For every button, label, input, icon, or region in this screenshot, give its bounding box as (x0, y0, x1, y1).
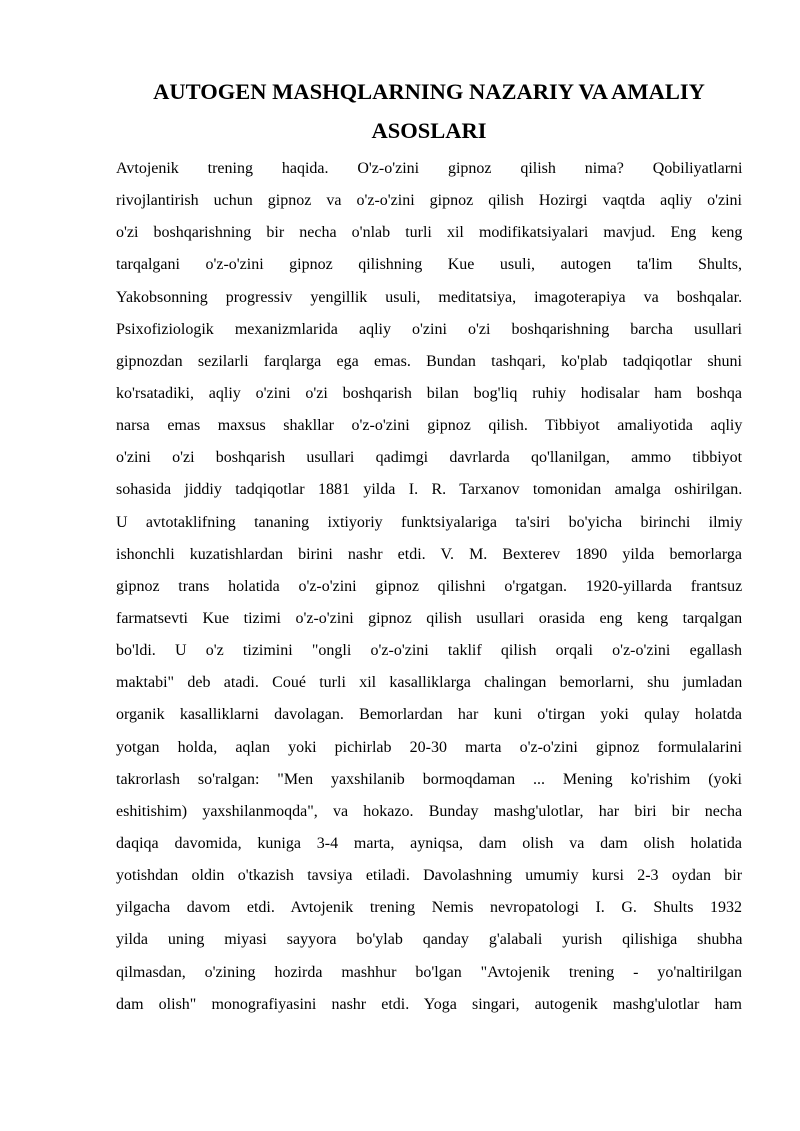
text-line: dam olish" monografiyasini nashr etdi. Yoga singari, autogenik mashg'ulotlar ham (116, 995, 742, 1013)
text-line: ishonchli kuzatishlardan birini nashr etdi. V. M. Bexterev 1890 yilda bemorlarga (116, 545, 743, 563)
text-line: organik kasalliklarni davolagan. Bemorlardan har kuni o'tirgan yoki qulay holatda (116, 706, 742, 724)
text-line: qilmasdan, o'zining hozirda mashhur bo'lgan "Avtojenik trening - yo'naltirilgan (116, 963, 742, 981)
document-title (116, 72, 742, 150)
text-line: gipnoz trans holatida o'z-o'zini gipnoz qilishni o'rgatgan. 1920-yillarda frantsuz (116, 577, 743, 595)
text-line: U avtotaklifning tananing ixtiyoriy funktsiyalariga ta'siri bo'yicha birinchi ilmiy (116, 513, 743, 531)
text-line: daqiqa davomida, kuniga 3-4 marta, ayniqsa, dam olish va dam olish holatida (116, 834, 742, 852)
text-line: takrorlash so'ralgan: "Men yaxshilanib bormoqdaman ... Mening ko'rishim (yoki (116, 770, 742, 788)
text-line: rivojlantirish uchun gipnoz va o'z-o'zini gipnoz qilish Hozirgi vaqtda aqliy o'zini (116, 192, 742, 210)
text-line: yilgacha davom etdi. Avtojenik trening Nemis nevropatologi I. G. Shults 1932 (116, 899, 742, 917)
text-line: narsa emas maxsus shakllar o'z-o'zini gipnoz qilish. Tibbiyot amaliyotida aqliy (116, 417, 743, 435)
text-line: maktabi" deb atadi. Coué turli xil kasalliklarga chalingan bemorlarni, shu jumladan (116, 674, 743, 692)
text-line: yilda uning miyasi sayyora bo'ylab qanday g'alabali yurish qilishiga shubha (116, 931, 743, 949)
text-line: farmatsevti Kue tizimi o'z-o'zini gipnoz qilish usullari orasida eng keng tarqalgan (116, 609, 743, 627)
text-line: tarqalgani o'z-o'zini gipnoz qilishning Kue usuli, autogen ta'lim Shults, (116, 256, 742, 274)
title-line-2: ASOSLARI (371, 118, 487, 143)
body-paragraph (116, 153, 742, 1021)
text-line: Psixofiziologik mexanizmlarida aqliy o'zini o'zi boshqarishning barcha usullari (116, 320, 742, 338)
text-line: sohasida jiddiy tadqiqotlar 1881 yilda I. R. Tarxanov tomonidan amalga oshirilgan. (116, 481, 743, 499)
text-line: ko'rsatadiki, aqliy o'zini o'zi boshqarish bilan bog'liq ruhiy hodisalar ham boshqa (116, 384, 742, 402)
text-line: o'zi boshqarishning bir necha o'nlab turli xil modifikatsiyalari mavjud. Eng keng (116, 224, 743, 242)
text-line: yotishdan oldin o'tkazish tavsiya etiladi. Davolashning umumiy kursi 2-3 oydan bir (116, 867, 743, 885)
text-line: yotgan holda, aqlan yoki pichirlab 20-30 marta o'z-o'zini gipnoz formulalarini (116, 738, 742, 756)
text-line: eshitishim) yaxshilanmoqda", va hokazo. Bunday mashg'ulotlar, har biri bir necha (116, 802, 743, 820)
title-line-1: AUTOGEN MASHQLARNING NAZARIY VA AMALIY (153, 79, 705, 104)
text-line: gipnozdan sezilarli farqlarga ega emas. Bundan tashqari, ko'plab tadqiqotlar shuni (116, 352, 742, 370)
text-line: Yakobsonning progressiv yengillik usuli, meditatsiya, imagoterapiya va boshqalar. (116, 288, 743, 306)
text-line: o'zini o'zi boshqarish usullari qadimgi davrlarda qo'llanilgan, ammo tibbiyot (116, 449, 743, 467)
text-line: bo'ldi. U o'z tizimini "ongli o'z-o'zini taklif qilish orqali o'z-o'zini egallash (116, 642, 742, 660)
text-line: Avtojenik trening haqida. O'z-o'zini gipnoz qilish nima? Qobiliyatlarni (116, 160, 743, 177)
